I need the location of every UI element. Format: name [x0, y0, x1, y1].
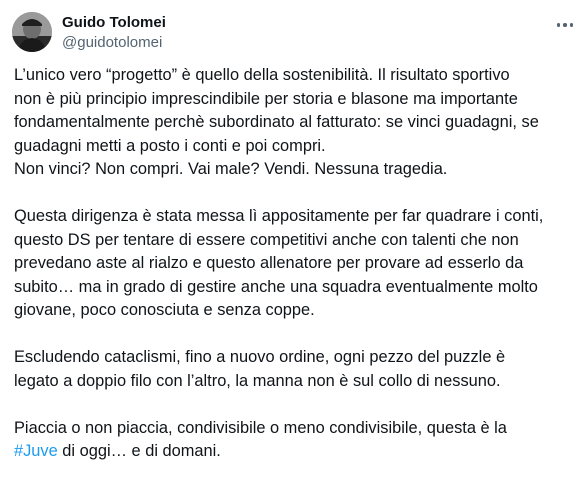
author-handle[interactable]: @guidotolomei	[62, 34, 163, 51]
avatar-image	[12, 12, 52, 52]
paragraph-4	[14, 417, 580, 464]
more-horizontal-icon[interactable]	[554, 14, 576, 36]
author-name[interactable]: Guido Tolomei	[62, 14, 166, 31]
hashtag-link[interactable]: #Juve	[14, 442, 58, 460]
tweet-text	[14, 64, 580, 464]
avatar[interactable]	[12, 12, 52, 52]
paragraph-2: Questa dirigenza è stata messa lì appositamente per far quadrare i conti, questo DS per tentare di essere competitivi anche con talenti che non prevedano aste al rialzo e questo allenatore per provare ad esserlo da subito… ma in grado di gestire anche una squadra eventualmente molto giovane, poco conosciuta e senza coppe.	[14, 207, 544, 319]
author-identity	[62, 13, 166, 53]
paragraph-1: L’unico vero “progetto” è quello della sostenibilità. Il risultato sportivo non è più principio imprescindibile per storia e blasone ma importante fondamentalmente perchè subordinato al fatturato: se vinci guadagni, se guadagni metti a posto i conti e poi compri. Non vinci? Non compri. Vai male? Vendi. Nessuna tragedia.	[14, 66, 539, 178]
paragraph-4-tail: di oggi… e di domani.	[57, 442, 221, 460]
tweet-header	[12, 8, 576, 56]
paragraph-4-line-1: Piaccia o non piaccia, condivisibile o meno condivisibile, questa è la	[14, 418, 507, 437]
paragraph-3: Escludendo cataclismi, fino a nuovo ordine, ogni pezzo del puzzle è legato a doppio filo con l’altro, la manna non è sul collo di nessuno.	[14, 348, 506, 390]
